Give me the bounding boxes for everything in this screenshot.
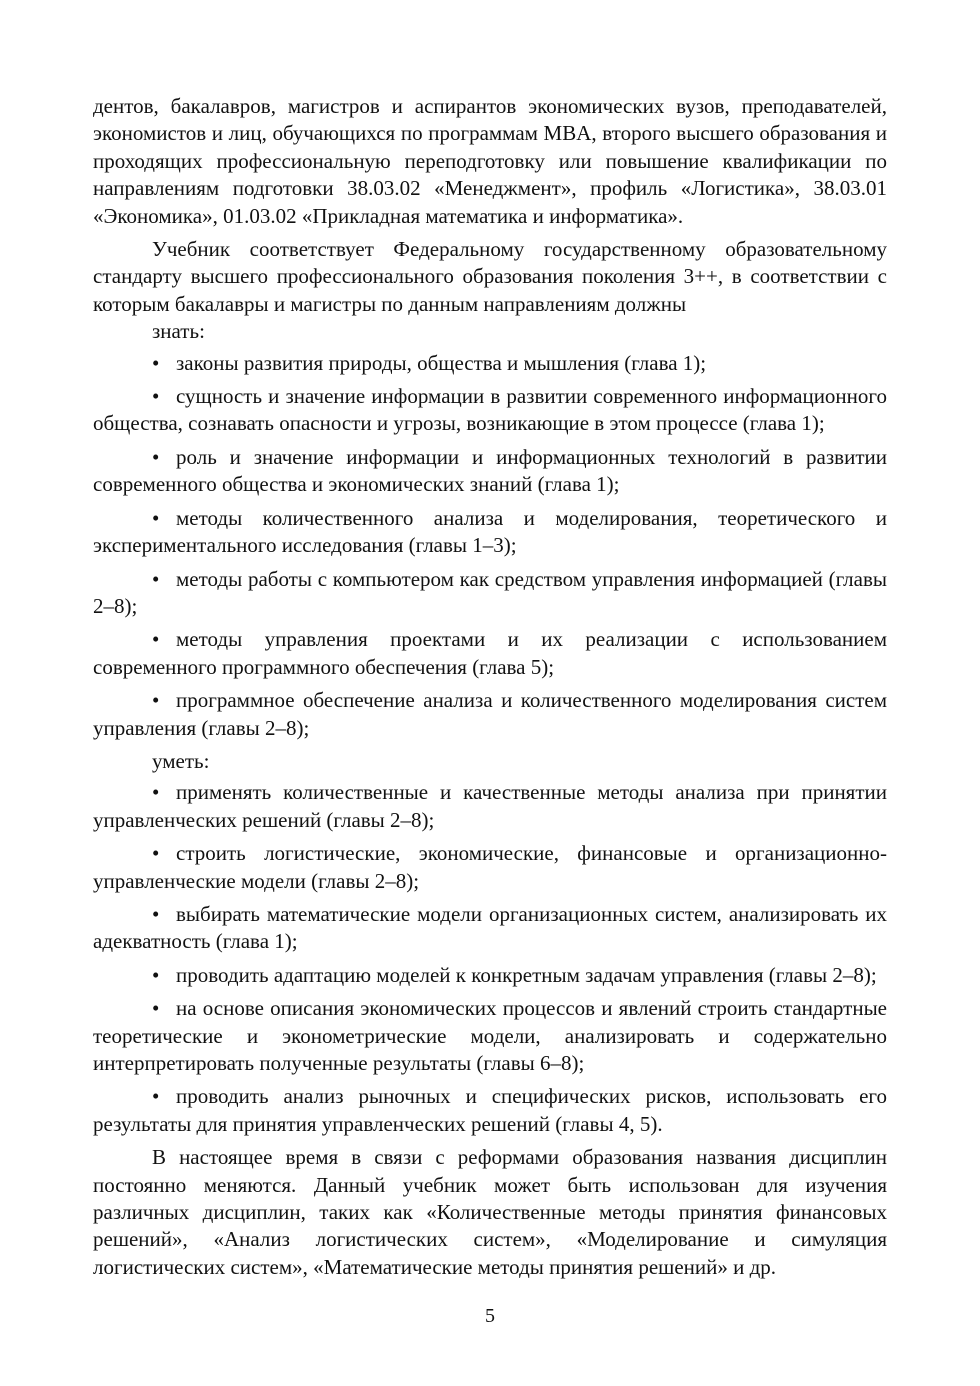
know-item: • программное обеспечение анализа и количественного моделирования систем управления (главы 2–8); <box>93 688 887 740</box>
able-item: • строить логистические, экономические, финансовые и организационно-управленческие модели (главы 2–8); <box>93 841 887 893</box>
bullet-icon: • <box>152 505 160 530</box>
bullet-icon: • <box>152 350 160 375</box>
bullet-icon: • <box>152 566 160 591</box>
bullet-icon: • <box>152 688 160 713</box>
know-label: знать: <box>152 319 205 344</box>
page-body <box>93 93 887 1281</box>
know-item: • роль и значение информации и информационных технологий в развитии современного общества и экономических знаний (глава 1); <box>93 444 887 497</box>
know-item: • законы развития природы, общества и мышления (глава 1); <box>93 350 887 377</box>
bullet-icon: • <box>152 962 160 987</box>
page-number: 5 <box>485 1305 495 1327</box>
bullet-icon: • <box>152 841 160 866</box>
know-item: • методы количественного анализа и моделирования, теоретического и экспериментального исследования (главы 1–3); <box>93 505 887 558</box>
know-item: • сущность и значение информации в развитии современного информационного общества, сознавать опасности и угрозы, возникающие в этом процессе (глава 1); <box>93 384 887 436</box>
bullet-icon: • <box>152 1084 160 1109</box>
bullet-icon: • <box>152 627 160 652</box>
able-item: • выбирать математические модели организационных систем, анализировать их адекватность (глава 1); <box>93 901 887 954</box>
bullet-icon: • <box>152 780 160 805</box>
able-item: • проводить анализ рыночных и специфических рисков, использовать его результаты для принятия управленческих решений (главы 4, 5). <box>93 1084 887 1136</box>
know-item: • методы управления проектами и их реализации с использованием современного программного обеспечения (глава 5); <box>93 627 887 679</box>
bullet-icon: • <box>152 444 160 469</box>
able-list <box>93 779 887 1138</box>
standard-paragraph: Учебник соответствует Федеральному государственному образовательному стандарту высшего профессионального образования поколения 3++, в соответствии с которым бакалавры и магистры по данным направлениям должны <box>93 237 887 316</box>
know-item: • методы работы с компьютером как средством управления информацией (главы 2–8); <box>93 566 887 618</box>
closing-paragraph: В настоящее время в связи с реформами образования названия дисциплин постоянно меняются. Данный учебник может быть использован для изучения различных дисциплин, таких как «Количественные методы принятия финансовых решений», «Анализ логистических систем», «Моделирование и симуляция логистических систем», «Математические методы принятия решений» и др. <box>93 1145 887 1279</box>
bullet-icon: • <box>152 384 160 409</box>
able-item: • на основе описания экономических процессов и явлений строить стандартные теоретические и эконометрические модели, анализировать и содержательно интерпретировать полученные результаты (главы 6–8); <box>93 996 887 1075</box>
intro-continuation-paragraph: дентов, бакалавров, магистров и аспирантов экономических вузов, преподавателей, экономистов и лиц, обучающихся по программам MBA, второго высшего образования и проходящих профессиональную переподготовку или повышение квалификации по направлениям подготовки 38.03.02 «Менеджмент», профиль «Логистика», 38.03.01 «Экономика», 01.03.02 «Прикладная математика и информатика». <box>93 94 887 228</box>
bullet-icon: • <box>152 996 160 1021</box>
able-label: уметь: <box>152 748 210 773</box>
able-item: • проводить адаптацию моделей к конкретным задачам управления (главы 2–8); <box>93 962 887 989</box>
able-item: • применять количественные и качественные методы анализа при принятии управленческих решений (главы 2–8); <box>93 780 887 832</box>
know-list <box>93 350 887 742</box>
bullet-icon: • <box>152 901 160 926</box>
